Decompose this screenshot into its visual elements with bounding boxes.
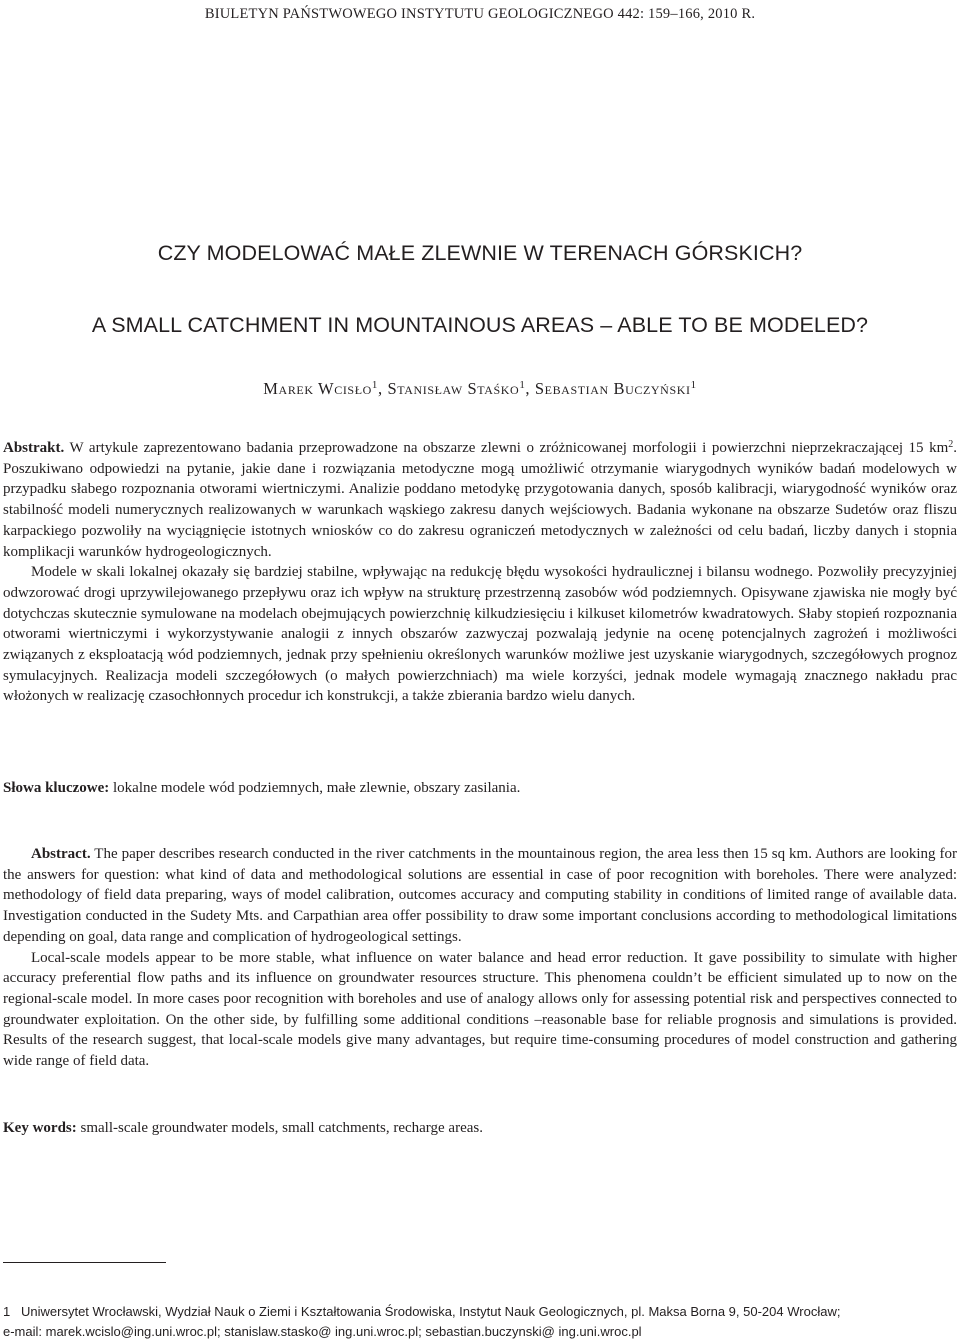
abstract-english-paragraph: [3, 844, 957, 948]
abstract-polish-text: . Poszukiwano odpowiedzi na pytanie, jakie dane i rozwiązania metodyczne mogą umożliwić otrzymanie wiarygodnych wyników badań modelowych w przypadku słabego rozpoznania otworami wiertniczymi. Analizie poddano metodykę przygotowania danych, sposób kalibracji, wiarygodność wyników oraz stabilność modeli numerycznych realizowanych w warunkach wąskiego zakresu danych wejściowych. Badania wykonane na obszarze Sudetów oraz fliszu karpackiego pozwoliły na wyciągnięcie istotnych wniosków co do zakresu ograniczeń metodycznych w zależności od celu badań, liczby danych i stopnia komplikacji warunków hydrogeologicznych.: [3, 440, 957, 560]
keywords-english: [3, 1118, 957, 1139]
abstract-polish-paragraph: [3, 438, 957, 562]
keywords-polish-line: [3, 778, 957, 799]
superscript-exponent: 2: [948, 439, 954, 450]
keywords-polish: [3, 778, 957, 799]
running-head: BIULETYN PAŃSTWOWEGO INSTYTUTU GEOLOGICZNEGO 442: 159–166, 2010 R.: [204, 6, 756, 22]
author-list: [0, 379, 960, 399]
abstract-polish-paragraph: Modele w skali lokalnej okazały się bardziej stabilne, wpływając na redukcję błędu wysokości hydraulicznej i bilansu wodnego. Pozwoliły precyzyjniej odwzorować drogi uprzywilejowanego przepływu oraz ich wpływ na strukturę przestrzenną zasobów wód podziemnych. Opisywane zjawiska nie mogły być dotychczas skutecznie symulowane na modelach obejmujących powierzchnię kilkudziesięciu i kilkuset kilometrów kwadratowych. Słaby stopień rozpoznania otworami wiertniczymi i wykorzystywanie analogii z innych obszarów zazwyczaj pozwalają jedynie na ocenę potencjalnych zagrożeń i możliwości związanych z eksploatacją wód podziemnych, jednak przy spełnieniu określonych warunków możliwe jest uzyskanie wiarygodnych, szczegółowych prognoz symulacyjnych. Realizacja modeli szczegółowych (o małych powierzchniach) ma wiele korzyści, jednak modele wymagają znacznego nakładu prac włożonych w realizację czasochłonnych procedur ich konstrukcji, a także zbierania bardzo wielu danych.: [3, 564, 957, 705]
footnote-affiliation: [3, 1302, 957, 1342]
footnote-affiliation-text: Uniwersytet Wrocławski, Wydział Nauk o Ziemi i Kształtowania Środowiska, Instytut Nauk Geologicznych, pl. Maksa Borna 9, 50-204 Wrocław;: [21, 1304, 841, 1319]
footnote-mark: 1: [3, 1304, 11, 1319]
author-affiliation-mark: 1: [690, 379, 697, 391]
abstract-english-paragraph: Local-scale models appear to be more stable, what influence on water balance and head error reduction. It gave possibility to simulate with higher accuracy preferential flow paths and its influence on groundwater resources structure. This phenomena couldn’t be efficient simulated up to now on the regional-scale model. In more cases poor recognition with boreholes and use of analogy allows only for assessing potential risk and perspectives connected to groundwater exploitation. On the other side, by fulfilling some additional conditions –reasonable base for reliable prognosis and simulations is provided. Results of the research suggest, that local-scale models give many advantages, but require time-consuming procedures of model construction and gathering wide range of field data.: [3, 949, 957, 1070]
abstract-polish: [3, 438, 957, 707]
keywords-english-text: small-scale groundwater models, small catchments, recharge areas.: [76, 1120, 483, 1136]
keywords-polish-text: lokalne modele wód podziemnych, małe zlewnie, obszary zasilania.: [109, 780, 521, 796]
author-separator: ,: [378, 379, 388, 398]
keywords-english-label: Key words:: [3, 1120, 77, 1136]
footnote-email-line: e-mail: marek.wcislo@ing.uni.wroc.pl; stanislaw.stasko@ ing.uni.wroc.pl; sebastian.buczynski@ ing.uni.wroc.pl: [3, 1324, 642, 1339]
abstract-english-label: Abstract.: [31, 846, 91, 862]
author-name: Marek Wcisło: [263, 379, 372, 398]
footnote-line: [3, 1302, 957, 1322]
abstract-polish-label: Abstrakt.: [3, 440, 65, 456]
keywords-polish-label: Słowa kluczowe:: [3, 780, 110, 796]
abstract-english-text: The paper describes research conducted in the river catchments in the mountainous region, the area less then 15 sq km. Authors are looking for the answers for question: what kind of data and methodological solutions are essential in case of poor recognition with boreholes. There were analyzed: methodology of field data preparing, ways of model calibration, outcomes accuracy and computing stability in conditions of limited range of available data. Investigation conducted in the Sudety Mts. and Carpathian area offer possibility to draw some important conclusions according to methodological limitations depending on goal, data range and complication of hydrogeological settings.: [3, 846, 957, 945]
title-polish: CZY MODELOWAĆ MAŁE ZLEWNIE W TERENACH GÓRSKICH?: [157, 241, 803, 265]
author-affiliation-mark: 1: [519, 379, 526, 391]
abstract-english: [3, 844, 957, 1072]
abstract-polish-text: W artykule zaprezentowano badania przeprowadzone na obszarze zlewni o zróżnicowanej morfologii i powierzchni nieprzekraczającej 15 km: [64, 440, 949, 456]
author-name: Sebastian Buczyński: [534, 379, 691, 398]
author-separator: ,: [525, 379, 535, 398]
author-affiliation-mark: 1: [371, 379, 378, 391]
author-name: Stanisław Staśko: [387, 379, 520, 398]
footnote-divider: [3, 1262, 166, 1263]
keywords-english-line: [3, 1118, 957, 1139]
title-english: A SMALL CATCHMENT IN MOUNTAINOUS AREAS – ABLE TO BE MODELED?: [91, 313, 869, 337]
